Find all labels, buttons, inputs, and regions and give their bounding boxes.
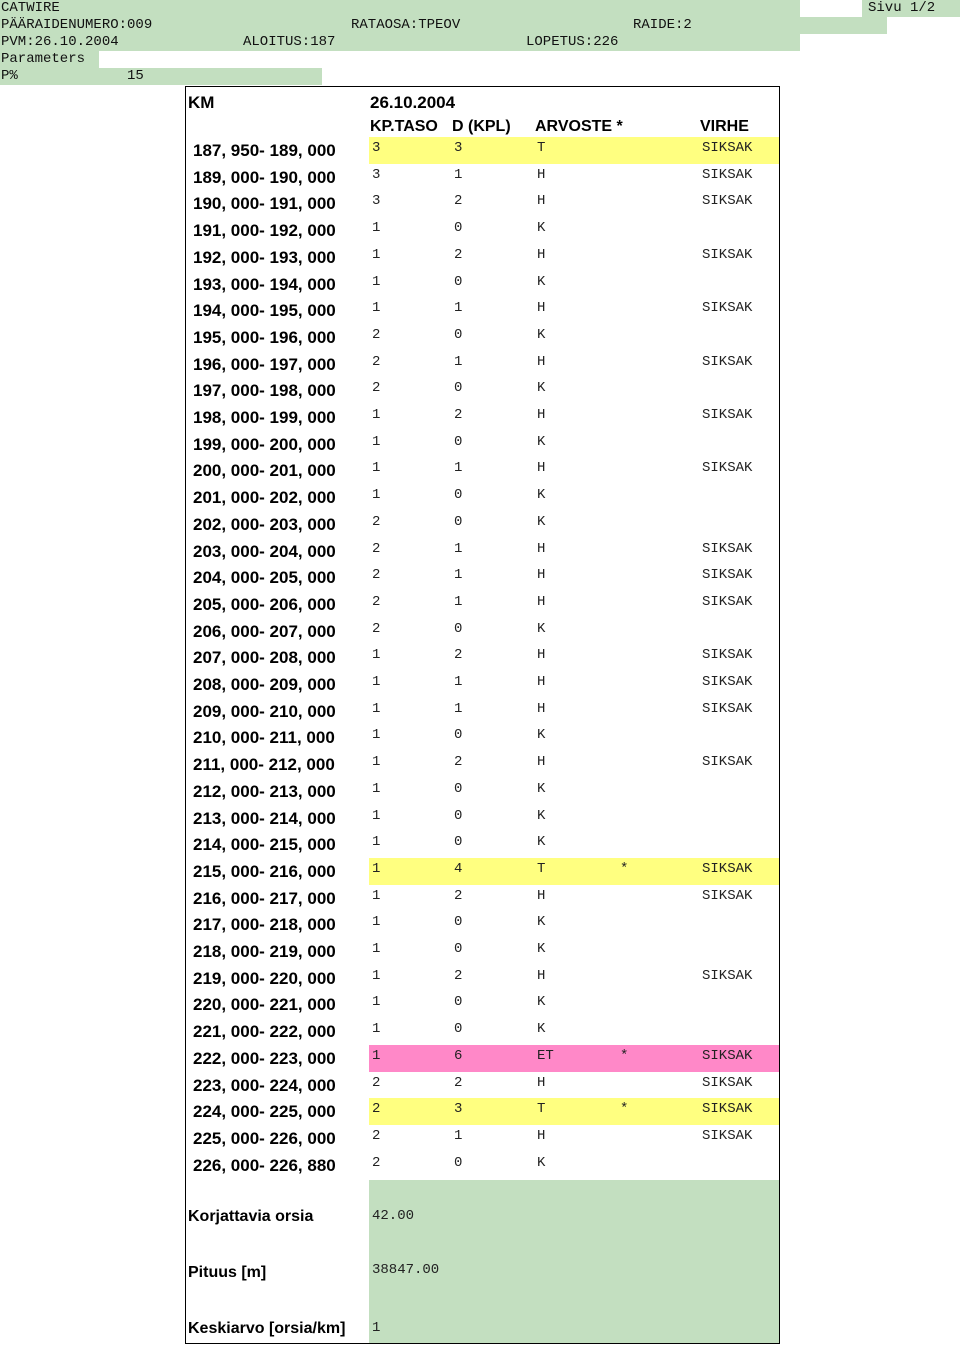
col-arvoste: ARVOSTE * [535, 118, 623, 135]
length-value: 38847.00 [372, 1262, 440, 1278]
kp-taso-value: 1 [372, 300, 381, 317]
kp-taso-value: 2 [372, 326, 381, 343]
table-row [186, 805, 779, 832]
d-kpl-value: 0 [454, 326, 463, 343]
kp-taso-value: 1 [372, 1047, 381, 1064]
table-row [186, 591, 779, 618]
kp-taso-value: 2 [372, 540, 381, 557]
d-kpl-value: 0 [454, 941, 463, 957]
kp-taso-value: 1 [372, 433, 381, 450]
d-kpl-value: 1 [454, 567, 463, 584]
table-row [186, 1125, 779, 1152]
table-row [186, 1045, 779, 1072]
track-number: PÄÄRAIDENUMERO:009 [1, 17, 153, 33]
arvoste-value: K [537, 620, 546, 637]
kp-taso-value: 2 [372, 567, 381, 584]
d-kpl-value: 0 [454, 380, 463, 397]
d-kpl-value: 2 [454, 887, 463, 904]
km-range: 206, 000- 207, 000 [193, 621, 336, 641]
arvoste-value: T [537, 1101, 546, 1118]
arvoste-value: H [537, 593, 546, 610]
d-kpl-value: 1 [454, 700, 463, 717]
d-kpl-value: 2 [454, 407, 463, 423]
arvoste-value: T [537, 140, 546, 156]
d-kpl-value: 1 [454, 1127, 463, 1144]
d-kpl-value: 2 [454, 967, 463, 984]
length-label: Pituus [m] [188, 1264, 267, 1281]
arvoste-value: H [537, 460, 546, 477]
d-kpl-value: 2 [454, 1074, 463, 1091]
virhe-value: SIKSAK [702, 1074, 753, 1091]
d-kpl-value: 0 [454, 1021, 463, 1038]
kp-taso-value: 1 [372, 700, 381, 717]
km-range: 216, 000- 217, 000 [193, 888, 336, 908]
km-range: 212, 000- 213, 000 [193, 781, 336, 801]
date-label: PVM:26.10.2004 [1, 34, 119, 50]
kp-taso-value: 1 [372, 246, 381, 263]
arvoste-value: H [537, 300, 546, 317]
kp-taso-value: 2 [372, 1074, 381, 1091]
d-kpl-value: 1 [454, 593, 463, 610]
kp-taso-value: 3 [372, 140, 381, 156]
table-row [186, 538, 779, 565]
kp-taso-value: 1 [372, 994, 381, 1011]
kp-taso-value: 1 [372, 647, 381, 664]
d-kpl-value: 0 [454, 220, 463, 237]
col-kptaso: KP.TASO [370, 118, 438, 135]
table-row [186, 564, 779, 591]
arvoste-value: K [537, 780, 546, 797]
table-row [186, 831, 779, 858]
table-row [186, 885, 779, 912]
arvoste-value: K [537, 914, 546, 931]
km-range: 217, 000- 218, 000 [193, 915, 336, 935]
d-kpl-value: 6 [454, 1047, 463, 1064]
kp-taso-value: 2 [372, 620, 381, 637]
kp-taso-value: 1 [372, 460, 381, 477]
header-row-2 [0, 17, 887, 34]
arvoste-value: H [537, 887, 546, 904]
report-table [185, 86, 780, 1344]
km-range: 223, 000- 224, 000 [193, 1075, 336, 1095]
table-row [186, 1098, 779, 1125]
km-range: 192, 000- 193, 000 [193, 247, 336, 267]
kp-taso-value: 1 [372, 834, 381, 851]
virhe-value: SIKSAK [702, 193, 753, 210]
d-kpl-value: 0 [454, 513, 463, 530]
arvoste-value: H [537, 1127, 546, 1144]
km-range: 200, 000- 201, 000 [193, 461, 336, 481]
kp-taso-value: 1 [372, 407, 381, 423]
arvoste-value: H [537, 166, 546, 183]
table-row [186, 351, 779, 378]
d-kpl-value: 3 [454, 1101, 463, 1118]
virhe-value: SIKSAK [702, 353, 753, 370]
virhe-value: SIKSAK [702, 700, 753, 717]
d-kpl-value: 2 [454, 754, 463, 771]
table-row [186, 377, 779, 404]
arvoste-value: H [537, 353, 546, 370]
table-row [186, 1152, 779, 1179]
km-range: 209, 000- 210, 000 [193, 701, 336, 721]
table-row [186, 457, 779, 484]
raide-label: RAIDE:2 [633, 17, 692, 33]
p-percent-label: P% [1, 68, 18, 84]
virhe-value: SIKSAK [702, 246, 753, 263]
kp-taso-value: 1 [372, 914, 381, 931]
arvoste-value: K [537, 1021, 546, 1038]
arvoste-value: K [537, 380, 546, 397]
d-kpl-value: 2 [454, 193, 463, 210]
km-range: 214, 000- 215, 000 [193, 835, 336, 855]
arvoste-value: H [537, 567, 546, 584]
km-range: 222, 000- 223, 000 [193, 1048, 336, 1068]
km-range: 199, 000- 200, 000 [193, 434, 336, 454]
kp-taso-value: 2 [372, 353, 381, 370]
table-row [186, 244, 779, 271]
parameters-label: Parameters [1, 51, 86, 67]
arvoste-value: H [537, 647, 546, 664]
kp-taso-value: 3 [372, 193, 381, 210]
start-label: ALOITUS:187 [243, 34, 336, 50]
arvoste-star: * [620, 1101, 629, 1118]
d-kpl-value: 2 [454, 647, 463, 664]
end-label: LOPETUS:226 [526, 34, 619, 50]
arvoste-value: K [537, 1154, 546, 1171]
arvoste-value: K [537, 220, 546, 237]
virhe-value: SIKSAK [702, 674, 753, 690]
table-row [186, 404, 779, 431]
kp-taso-value: 2 [372, 593, 381, 610]
table-row [186, 858, 779, 885]
km-range: 195, 000- 196, 000 [193, 327, 336, 347]
km-range: 193, 000- 194, 000 [193, 274, 336, 294]
table-row [186, 644, 779, 671]
km-range: 203, 000- 204, 000 [193, 541, 336, 561]
d-kpl-value: 0 [454, 273, 463, 290]
arvoste-value: K [537, 487, 546, 504]
virhe-value: SIKSAK [702, 1047, 753, 1064]
header-row-3 [0, 34, 800, 51]
km-range: 194, 000- 195, 000 [193, 301, 336, 321]
d-kpl-value: 1 [454, 353, 463, 370]
km-range: 191, 000- 192, 000 [193, 221, 336, 241]
kp-taso-value: 1 [372, 273, 381, 290]
kp-taso-value: 1 [372, 887, 381, 904]
virhe-value: SIKSAK [702, 300, 753, 317]
d-kpl-value: 3 [454, 140, 463, 156]
table-row [186, 911, 779, 938]
km-range: 202, 000- 203, 000 [193, 514, 336, 534]
report-date: 26.10.2004 [370, 93, 456, 112]
d-kpl-value: 0 [454, 914, 463, 931]
km-range: 187, 950- 189, 000 [193, 141, 336, 160]
kp-taso-value: 2 [372, 1127, 381, 1144]
arvoste-value: K [537, 834, 546, 851]
arvoste-value: H [537, 674, 546, 690]
km-range: 225, 000- 226, 000 [193, 1128, 336, 1148]
header-white-gap [800, 0, 862, 17]
section-label: RATAOSA:TPEOV [351, 17, 461, 33]
kp-taso-value: 3 [372, 166, 381, 183]
arvoste-value: K [537, 326, 546, 343]
virhe-value: SIKSAK [702, 460, 753, 477]
header-row-5 [0, 68, 322, 85]
kp-taso-value: 1 [372, 941, 381, 957]
virhe-value: SIKSAK [702, 967, 753, 984]
kp-taso-value: 1 [372, 860, 381, 877]
km-range: 213, 000- 214, 000 [193, 808, 336, 828]
table-row [186, 751, 779, 778]
kp-taso-value: 1 [372, 754, 381, 771]
km-range: 219, 000- 220, 000 [193, 968, 336, 988]
table-row [186, 991, 779, 1018]
kp-taso-value: 2 [372, 1101, 381, 1118]
km-range: 226, 000- 226, 880 [193, 1155, 336, 1175]
arvoste-value: H [537, 754, 546, 771]
table-row [186, 618, 779, 645]
table-row [186, 965, 779, 992]
arvoste-value: ET [537, 1047, 554, 1064]
d-kpl-value: 1 [454, 540, 463, 557]
repair-label: Korjattavia orsia [188, 1208, 314, 1225]
km-range: 198, 000- 199, 000 [193, 408, 336, 427]
arvoste-value: H [537, 540, 546, 557]
kp-taso-value: 1 [372, 487, 381, 504]
km-range: 205, 000- 206, 000 [193, 594, 336, 614]
p-percent-value: 15 [127, 68, 144, 84]
kp-taso-value: 1 [372, 807, 381, 824]
km-range: 208, 000- 209, 000 [193, 675, 336, 694]
arvoste-star: * [620, 860, 629, 877]
d-kpl-value: 0 [454, 994, 463, 1011]
table-row [186, 1072, 779, 1099]
table-row [186, 431, 779, 458]
arvoste-value: H [537, 246, 546, 263]
km-column-header: KM [188, 93, 215, 112]
km-range: 210, 000- 211, 000 [193, 728, 335, 748]
virhe-value: SIKSAK [702, 140, 753, 156]
virhe-value: SIKSAK [702, 166, 753, 183]
d-kpl-value: 0 [454, 1154, 463, 1171]
d-kpl-value: 0 [454, 834, 463, 851]
table-row [186, 297, 779, 324]
km-range: 201, 000- 202, 000 [193, 488, 336, 508]
col-d-kpl: D (KPL) [452, 118, 511, 135]
arvoste-value: T [537, 860, 546, 877]
arvoste-value: K [537, 727, 546, 744]
kp-taso-value: 1 [372, 967, 381, 984]
d-kpl-value: 1 [454, 166, 463, 183]
d-kpl-value: 0 [454, 433, 463, 450]
kp-taso-value: 2 [372, 513, 381, 530]
virhe-value: SIKSAK [702, 860, 753, 877]
arvoste-value: K [537, 273, 546, 290]
km-range: 197, 000- 198, 000 [193, 381, 336, 401]
d-kpl-value: 0 [454, 807, 463, 824]
table-row [186, 671, 779, 698]
virhe-value: SIKSAK [702, 593, 753, 610]
arvoste-value: K [537, 433, 546, 450]
virhe-value: SIKSAK [702, 540, 753, 557]
d-kpl-value: 0 [454, 620, 463, 637]
arvoste-value: H [537, 407, 546, 423]
km-range: 215, 000- 216, 000 [193, 861, 336, 881]
table-row [186, 938, 779, 965]
km-range: 221, 000- 222, 000 [193, 1022, 336, 1042]
arvoste-value: K [537, 994, 546, 1011]
table-row [186, 137, 779, 164]
virhe-value: SIKSAK [702, 407, 753, 423]
km-range: 207, 000- 208, 000 [193, 648, 336, 668]
d-kpl-value: 1 [454, 300, 463, 317]
km-range: 204, 000- 205, 000 [193, 568, 336, 588]
arvoste-value: H [537, 700, 546, 717]
arvoste-value: H [537, 193, 546, 210]
average-label: Keskiarvo [orsia/km] [188, 1320, 346, 1337]
kp-taso-value: 1 [372, 727, 381, 744]
header-row-4 [0, 51, 99, 68]
table-row [186, 190, 779, 217]
virhe-value: SIKSAK [702, 887, 753, 904]
table-row [186, 217, 779, 244]
d-kpl-value: 0 [454, 780, 463, 797]
d-kpl-value: 4 [454, 860, 463, 877]
table-row [186, 698, 779, 725]
kp-taso-value: 1 [372, 674, 381, 690]
table-row [186, 484, 779, 511]
arvoste-star: * [620, 1047, 629, 1064]
d-kpl-value: 0 [454, 727, 463, 744]
kp-taso-value: 2 [372, 1154, 381, 1171]
app-title: CATWIRE [1, 0, 60, 16]
table-row [186, 324, 779, 351]
virhe-value: SIKSAK [702, 1101, 753, 1118]
km-range: 218, 000- 219, 000 [193, 942, 336, 961]
repair-value: 42.00 [372, 1208, 415, 1224]
arvoste-value: K [537, 513, 546, 530]
virhe-value: SIKSAK [702, 1127, 753, 1144]
kp-taso-value: 1 [372, 1021, 381, 1038]
arvoste-value: K [537, 941, 546, 957]
km-range: 190, 000- 191, 000 [193, 194, 336, 214]
arvoste-value: H [537, 1074, 546, 1091]
table-row [186, 778, 779, 805]
table-row [186, 271, 779, 298]
arvoste-value: K [537, 807, 546, 824]
d-kpl-value: 2 [454, 246, 463, 263]
average-value: 1 [372, 1320, 381, 1336]
arvoste-value: H [537, 967, 546, 984]
d-kpl-value: 0 [454, 487, 463, 504]
table-row [186, 1018, 779, 1045]
virhe-value: SIKSAK [702, 567, 753, 584]
page-number: Sivu 1/2 [868, 0, 936, 16]
table-row [186, 511, 779, 538]
d-kpl-value: 1 [454, 460, 463, 477]
km-range: 220, 000- 221, 000 [193, 995, 336, 1015]
km-range: 189, 000- 190, 000 [193, 167, 336, 187]
d-kpl-value: 1 [454, 674, 463, 690]
table-row [186, 164, 779, 191]
virhe-value: SIKSAK [702, 647, 753, 664]
table-row [186, 724, 779, 751]
kp-taso-value: 1 [372, 780, 381, 797]
km-range: 196, 000- 197, 000 [193, 354, 336, 374]
km-range: 211, 000- 212, 000 [193, 755, 335, 775]
kp-taso-value: 1 [372, 220, 381, 237]
km-range: 224, 000- 225, 000 [193, 1102, 336, 1122]
virhe-value: SIKSAK [702, 754, 753, 771]
kp-taso-value: 2 [372, 380, 381, 397]
col-virhe: VIRHE [700, 118, 749, 135]
